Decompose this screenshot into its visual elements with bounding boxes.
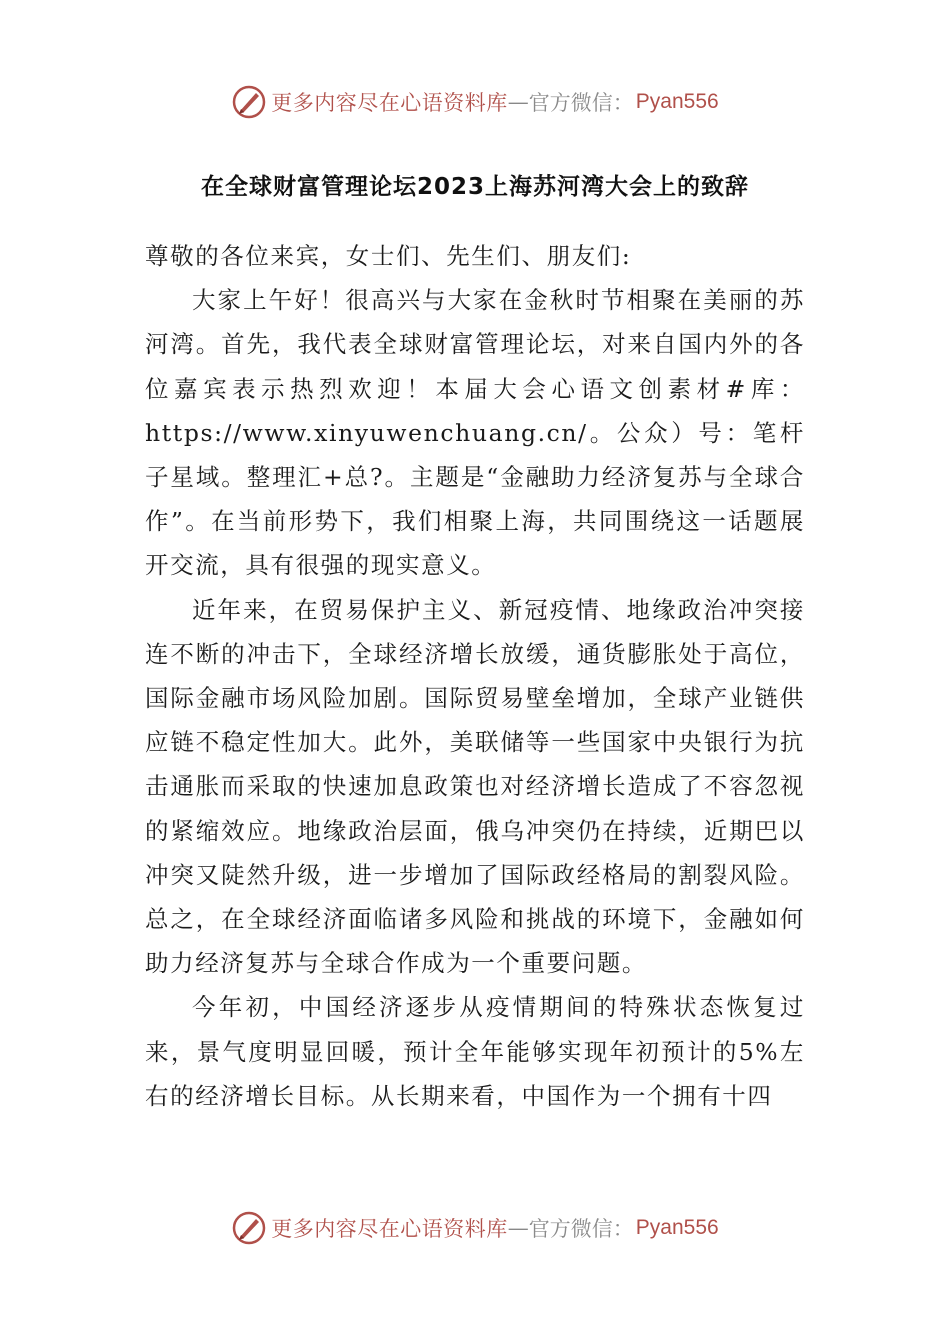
document-body bbox=[145, 234, 805, 1118]
banner-wechat-id: Pyan556 bbox=[635, 1216, 719, 1239]
banner-wechat-label: 官方微信： bbox=[528, 1217, 634, 1241]
banner-dash: — bbox=[507, 90, 529, 114]
pen-logo-icon bbox=[231, 84, 267, 120]
banner-dash: — bbox=[507, 1216, 529, 1240]
paragraph-1: 大家上午好！很高兴与大家在金秋时节相聚在美丽的苏河湾。首先，我代表全球财富管理论坛，对来自国内外的各位嘉宾表示热烈欢迎！本届大会心语文创素材#库：https://www.xinyuwenchuang.cn/。公众）号：笔杆子星域。整理汇+总?。主题是“金融助力经济复苏与全球合作”。在当前形势下，我们相聚上海，共同围绕这一话题展开交流，具有很强的现实意义。 bbox=[145, 286, 805, 580]
banner-wechat-id: Pyan556 bbox=[635, 90, 719, 113]
header-banner bbox=[0, 82, 950, 122]
paragraph-3: 今年初，中国经济逐步从疫情期间的特殊状态恢复过来，景气度明显回暖，预计全年能够实现年初预计的5%左右的经济增长目标。从长期来看，中国作为一个拥有十四 bbox=[145, 993, 805, 1110]
document-title: 在全球财富管理论坛2023上海苏河湾大会上的致辞 bbox=[200, 174, 749, 200]
banner-slogan: 更多内容尽在心语资料库 bbox=[271, 91, 508, 115]
salutation: 尊敬的各位来宾，女士们、先生们、朋友们: bbox=[145, 242, 632, 270]
paragraph-2: 近年来，在贸易保护主义、新冠疫情、地缘政治冲突接连不断的冲击下，全球经济增长放缓，通货膨胀处于高位，国际金融市场风险加剧。国际贸易壁垒增加，全球产业链供应链不稳定性加大。此外，美联储等一些国家中央银行为抗击通胀而采取的快速加息政策也对经济增长造成了不容忽视的紧缩效应。地缘政治层面，俄乌冲突仍在持续，近期巴以冲突又陡然升级，进一步增加了国际政经格局的割裂风险。总之，在全球经济面临诸多风险和挑战的环境下，金融如何助力经济复苏与全球合作成为一个重要问题。 bbox=[145, 595, 805, 978]
footer-banner bbox=[0, 1208, 950, 1248]
banner-slogan: 更多内容尽在心语资料库 bbox=[271, 1217, 508, 1241]
banner-wechat-label: 官方微信： bbox=[528, 91, 634, 115]
pen-logo-icon bbox=[231, 1210, 267, 1246]
